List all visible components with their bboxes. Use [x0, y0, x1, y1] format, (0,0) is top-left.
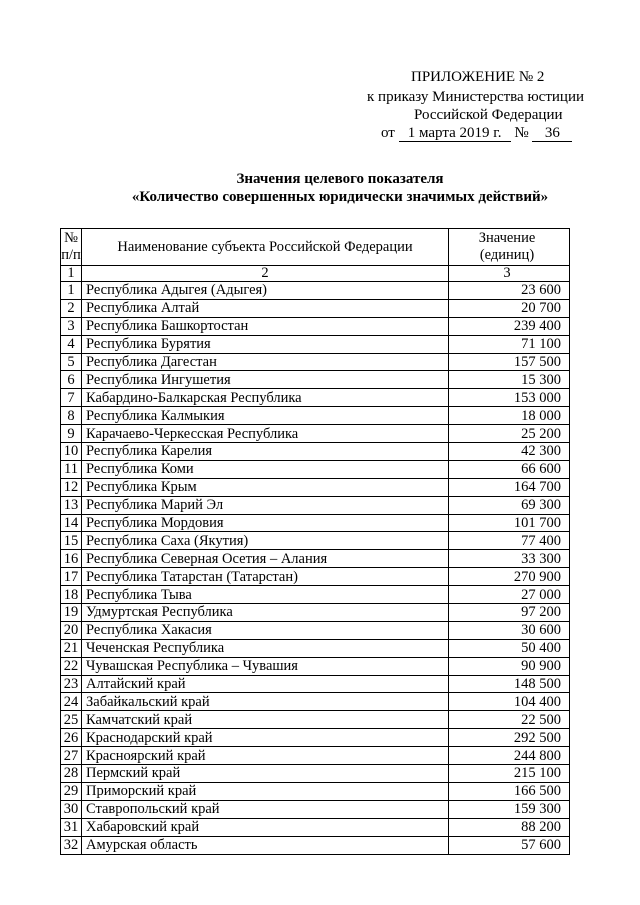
indicator-value: 157 500	[449, 353, 570, 371]
table-row	[61, 460, 570, 478]
indicator-value: 153 000	[449, 389, 570, 407]
indicator-value: 104 400	[449, 693, 570, 711]
from-label: от	[381, 125, 395, 141]
indicator-value: 270 900	[449, 568, 570, 586]
row-number: 30	[61, 800, 82, 818]
indicator-value: 23 600	[449, 282, 570, 300]
subject-name: Кабардино-Балкарская Республика	[82, 389, 449, 407]
row-number: 3	[61, 317, 82, 335]
order-date: 1 марта 2019 г.	[399, 125, 511, 142]
header-number: № п/п	[61, 229, 82, 266]
indicator-value: 239 400	[449, 317, 570, 335]
subject-name: Чувашская Республика – Чувашия	[82, 657, 449, 675]
table-header-row	[61, 229, 570, 266]
subject-name: Приморский край	[82, 782, 449, 800]
row-number: 21	[61, 639, 82, 657]
indicator-value: 18 000	[449, 407, 570, 425]
subject-name: Амурская область	[82, 836, 449, 854]
subject-name: Республика Калмыкия	[82, 407, 449, 425]
row-number: 9	[61, 425, 82, 443]
table-row	[61, 353, 570, 371]
subject-name: Республика Марий Эл	[82, 496, 449, 514]
table-row	[61, 800, 570, 818]
row-number: 22	[61, 657, 82, 675]
indicator-value: 42 300	[449, 443, 570, 461]
subject-name: Республика Хакасия	[82, 621, 449, 639]
table-body	[61, 282, 570, 855]
subject-name: Республика Карелия	[82, 443, 449, 461]
indicator-value: 215 100	[449, 765, 570, 783]
row-number: 18	[61, 586, 82, 604]
indicator-value: 77 400	[449, 532, 570, 550]
table-row	[61, 299, 570, 317]
subject-name: Республика Башкортостан	[82, 317, 449, 335]
subject-name: Камчатский край	[82, 711, 449, 729]
subject-name: Пермский край	[82, 765, 449, 783]
table-row	[61, 496, 570, 514]
table-row	[61, 478, 570, 496]
column-number: 3	[449, 266, 570, 282]
row-number: 16	[61, 550, 82, 568]
subject-name: Республика Мордовия	[82, 514, 449, 532]
table-row	[61, 782, 570, 800]
indicator-value: 30 600	[449, 621, 570, 639]
row-number: 6	[61, 371, 82, 389]
table-row	[61, 568, 570, 586]
row-number: 2	[61, 299, 82, 317]
subject-name: Алтайский край	[82, 675, 449, 693]
subject-name: Республика Северная Осетия – Алания	[82, 550, 449, 568]
subject-name: Забайкальский край	[82, 693, 449, 711]
subject-name: Ставропольский край	[82, 800, 449, 818]
indicator-value: 57 600	[449, 836, 570, 854]
table-row	[61, 335, 570, 353]
table-row	[61, 550, 570, 568]
table-row	[61, 711, 570, 729]
table-row	[61, 371, 570, 389]
row-number: 26	[61, 729, 82, 747]
indicator-value: 71 100	[449, 335, 570, 353]
indicator-value: 159 300	[449, 800, 570, 818]
table-row	[61, 532, 570, 550]
indicator-value: 148 500	[449, 675, 570, 693]
subject-name: Республика Татарстан (Татарстан)	[82, 568, 449, 586]
row-number: 19	[61, 604, 82, 622]
column-number-row	[61, 266, 570, 282]
federation-label: Российской Федерации	[414, 107, 563, 123]
document-subtitle: «Количество совершенных юридически значимых действий»	[131, 189, 549, 205]
column-number: 1	[61, 266, 82, 282]
table-row	[61, 389, 570, 407]
row-number: 27	[61, 747, 82, 765]
indicator-value: 33 300	[449, 550, 570, 568]
row-number: 10	[61, 443, 82, 461]
table-row	[61, 317, 570, 335]
order-reference: к приказу Министерства юстиции	[367, 89, 584, 105]
subject-name: Республика Бурятия	[82, 335, 449, 353]
subject-name: Республика Коми	[82, 460, 449, 478]
table-row	[61, 604, 570, 622]
order-number: 36	[532, 125, 572, 142]
subject-name: Удмуртская Республика	[82, 604, 449, 622]
table-row	[61, 514, 570, 532]
row-number: 24	[61, 693, 82, 711]
table-row	[61, 443, 570, 461]
table-row	[61, 586, 570, 604]
row-number: 17	[61, 568, 82, 586]
indicator-value: 25 200	[449, 425, 570, 443]
header-subject: Наименование субъекта Российской Федерации	[82, 229, 449, 266]
row-number: 15	[61, 532, 82, 550]
row-number: 25	[61, 711, 82, 729]
subject-name: Красноярский край	[82, 747, 449, 765]
column-number: 2	[82, 266, 449, 282]
indicator-value: 66 600	[449, 460, 570, 478]
table-row	[61, 407, 570, 425]
header-value: Значение (единиц)	[449, 229, 570, 266]
document-title: Значения целевого показателя	[236, 171, 444, 187]
row-number: 23	[61, 675, 82, 693]
table-row	[61, 657, 570, 675]
row-number: 8	[61, 407, 82, 425]
indicator-value: 22 500	[449, 711, 570, 729]
indicator-table	[60, 228, 570, 855]
table-row	[61, 818, 570, 836]
subject-name: Республика Дагестан	[82, 353, 449, 371]
row-number: 5	[61, 353, 82, 371]
subject-name: Хабаровский край	[82, 818, 449, 836]
table-row	[61, 765, 570, 783]
subject-name: Карачаево-Черкесская Республика	[82, 425, 449, 443]
indicator-value: 292 500	[449, 729, 570, 747]
row-number: 4	[61, 335, 82, 353]
row-number: 32	[61, 836, 82, 854]
row-number: 12	[61, 478, 82, 496]
indicator-value: 244 800	[449, 747, 570, 765]
table-row	[61, 675, 570, 693]
table-row	[61, 621, 570, 639]
indicator-value: 27 000	[449, 586, 570, 604]
subject-name: Республика Тыва	[82, 586, 449, 604]
table-row	[61, 729, 570, 747]
table-row	[61, 747, 570, 765]
subject-name: Краснодарский край	[82, 729, 449, 747]
row-number: 13	[61, 496, 82, 514]
row-number: 20	[61, 621, 82, 639]
subject-name: Республика Саха (Якутия)	[82, 532, 449, 550]
subject-name: Республика Адыгея (Адыгея)	[82, 282, 449, 300]
indicator-value: 69 300	[449, 496, 570, 514]
subject-name: Республика Ингушетия	[82, 371, 449, 389]
subject-name: Республика Крым	[82, 478, 449, 496]
order-date-line	[381, 125, 572, 142]
row-number: 7	[61, 389, 82, 407]
indicator-value: 90 900	[449, 657, 570, 675]
indicator-value: 101 700	[449, 514, 570, 532]
indicator-value: 164 700	[449, 478, 570, 496]
indicator-value: 50 400	[449, 639, 570, 657]
table-row	[61, 693, 570, 711]
number-label: №	[514, 125, 529, 141]
appendix-heading: ПРИЛОЖЕНИЕ № 2	[411, 69, 545, 85]
row-number: 11	[61, 460, 82, 478]
row-number: 14	[61, 514, 82, 532]
row-number: 29	[61, 782, 82, 800]
table-row	[61, 425, 570, 443]
subject-name: Республика Алтай	[82, 299, 449, 317]
subject-name: Чеченская Республика	[82, 639, 449, 657]
table-row	[61, 836, 570, 854]
indicator-value: 15 300	[449, 371, 570, 389]
row-number: 31	[61, 818, 82, 836]
table-row	[61, 639, 570, 657]
indicator-value: 97 200	[449, 604, 570, 622]
indicator-value: 88 200	[449, 818, 570, 836]
row-number: 28	[61, 765, 82, 783]
row-number: 1	[61, 282, 82, 300]
indicator-value: 20 700	[449, 299, 570, 317]
indicator-value: 166 500	[449, 782, 570, 800]
table-row	[61, 282, 570, 300]
